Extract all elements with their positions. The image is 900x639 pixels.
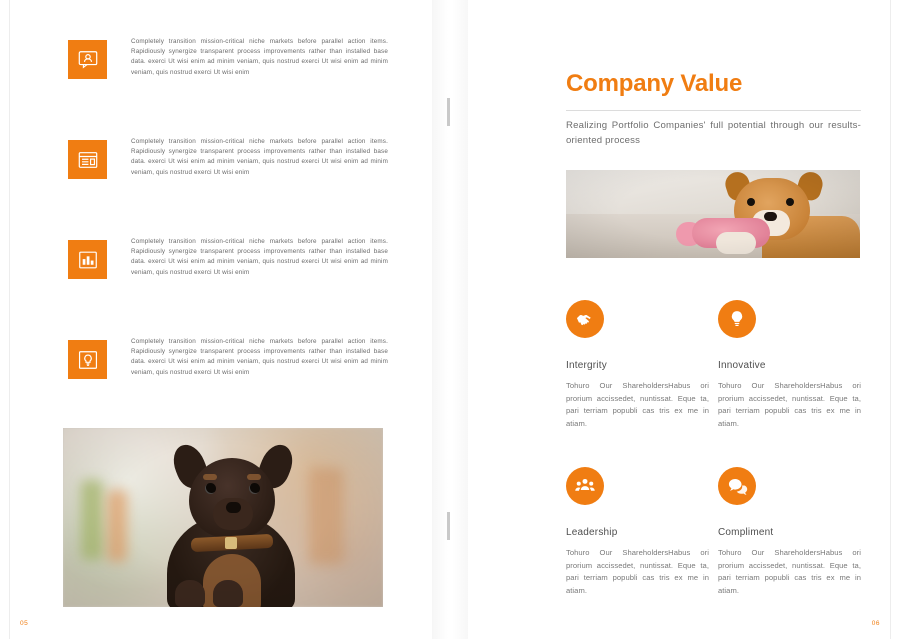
page-title: Company Value bbox=[566, 70, 743, 97]
chat-bubble-icon bbox=[718, 467, 756, 505]
value-title: Leadership bbox=[566, 527, 618, 538]
gutter-mark-bottom bbox=[447, 512, 450, 540]
right-page-photo bbox=[566, 170, 860, 258]
feature-text: Completely transition mission-critical niche markets before parallel action items. Rapidiously synergize transparent process improvements rather than installed base data. exerci Ut wisi enim ad minim veniam, quis nostrud exerci Ut wisi enim ad minim veniam, quis nostrud exerci Ut wisi enim bbox=[131, 338, 388, 376]
feature-item bbox=[68, 340, 388, 440]
feature-text: Completely transition mission-critical niche markets before parallel action items. Rapidiously synergize transparent process improvements rather than installed base data. exerci Ut wisi enim ad minim veniam, quis nostrud exerci Ut wisi enim ad minim veniam, quis nostrud exerci Ut wisi enim bbox=[131, 238, 388, 276]
right-edge-line bbox=[890, 0, 891, 639]
value-title: Compliment bbox=[718, 527, 774, 538]
gutter-mark-top bbox=[447, 98, 450, 126]
title-divider bbox=[566, 110, 861, 111]
value-title: Intergrity bbox=[566, 360, 607, 371]
feature-list bbox=[68, 40, 388, 440]
bar-chart-icon bbox=[68, 240, 107, 279]
value-body: Tohuro Our ShareholdersHabus ori prorium accissedet, nuntissat. Eque ta, pari terriam popubli cas tris ex me in atiam. bbox=[566, 381, 709, 428]
value-item-intergrity bbox=[566, 300, 709, 430]
lightbulb-icon bbox=[68, 340, 107, 379]
value-body: Tohuro Our ShareholdersHabus ori prorium accissedet, nuntissat. Eque ta, pari terriam popubli cas tris ex me in atiam. bbox=[718, 548, 861, 595]
feature-text: Completely transition mission-critical niche markets before parallel action items. Rapidiously synergize transparent process improvements rather than installed base data. exerci Ut wisi enim ad minim veniam, quis nostrud exerci Ut wisi enim ad minim veniam, quis nostrud exerci Ut wisi enim bbox=[131, 38, 388, 76]
left-edge-line bbox=[9, 0, 10, 639]
page-number-left: 05 bbox=[20, 620, 29, 627]
value-item-compliment bbox=[718, 467, 861, 597]
people-group-icon bbox=[566, 467, 604, 505]
photo-vignette bbox=[63, 428, 383, 607]
value-title: Innovative bbox=[718, 360, 766, 371]
window-layout-icon bbox=[68, 140, 107, 179]
handshake-icon bbox=[566, 300, 604, 338]
feature-item bbox=[68, 40, 388, 140]
page-number-right: 06 bbox=[871, 620, 880, 627]
page-subtitle: Realizing Portfolio Companies' full potential through our results-oriented process bbox=[566, 120, 861, 146]
value-item-innovative bbox=[718, 300, 861, 430]
left-page-photo bbox=[63, 428, 383, 607]
feature-item bbox=[68, 140, 388, 240]
value-body: Tohuro Our ShareholdersHabus ori prorium accissedet, nuntissat. Eque ta, pari terriam popubli cas tris ex me in atiam. bbox=[566, 548, 709, 595]
lightbulb-icon bbox=[718, 300, 756, 338]
user-message-icon bbox=[68, 40, 107, 79]
photo-vignette bbox=[566, 170, 860, 258]
feature-item bbox=[68, 240, 388, 340]
page-gutter bbox=[432, 0, 468, 639]
value-item-leadership bbox=[566, 467, 709, 597]
feature-text: Completely transition mission-critical niche markets before parallel action items. Rapidiously synergize transparent process improvements rather than installed base data. exerci Ut wisi enim ad minim veniam, quis nostrud exerci Ut wisi enim ad minim veniam, quis nostrud exerci Ut wisi enim bbox=[131, 138, 388, 176]
value-body: Tohuro Our ShareholdersHabus ori prorium accissedet, nuntissat. Eque ta, pari terriam popubli cas tris ex me in atiam. bbox=[718, 381, 861, 428]
